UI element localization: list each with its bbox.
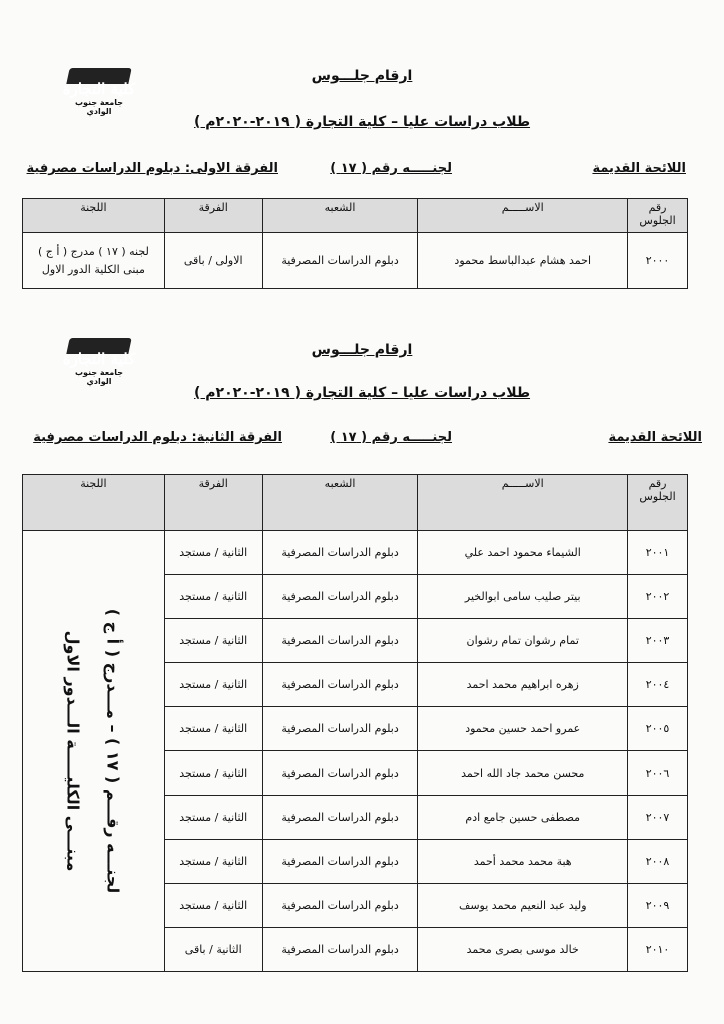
page-heading: ارقام جلـــوس xyxy=(311,68,413,84)
committee-location-line1: لجنـــه رقـــم ( ١٧ ) – مـــدرج ( أ ج ) xyxy=(103,608,123,894)
student-division: دبلوم الدراسات المصرفية xyxy=(262,795,418,839)
student-year: الثانية / مستجد xyxy=(164,663,262,707)
logo-college-name: كلية التجارة xyxy=(62,350,136,368)
regulation-label: اللائحة القديمة xyxy=(592,161,686,176)
student-name: خالد موسى بصرى محمد xyxy=(418,927,628,971)
seat-number: ٢٠١٠ xyxy=(628,927,688,971)
page-heading: ارقام جلـــوس xyxy=(311,342,413,358)
student-name: زهره ابراهيم محمد احمد xyxy=(418,663,628,707)
student-name: مصطفى حسين جامع ادم xyxy=(418,795,628,839)
student-division: دبلوم الدراسات المصرفية xyxy=(262,531,418,575)
group-year: الفرقة الثانية: xyxy=(186,430,282,445)
committee-location-line1: لجنه ( ١٧ ) مدرج ( أ ج ) xyxy=(37,244,149,258)
student-division: دبلوم الدراسات المصرفية xyxy=(262,883,418,927)
col-committee-header: اللجنة xyxy=(23,199,165,233)
committee-cell xyxy=(23,531,165,972)
col-year-header: الفرقة xyxy=(164,475,262,531)
student-division: دبلوم الدراسات المصرفية xyxy=(262,575,418,619)
seat-number: ٢٠٠٠ xyxy=(628,233,688,289)
seat-number: ٢٠٠٦ xyxy=(628,751,688,795)
student-name: محسن محمد جاد الله احمد xyxy=(418,751,628,795)
student-division: دبلوم الدراسات المصرفية xyxy=(262,619,418,663)
seat-number: ٢٠٠٥ xyxy=(628,707,688,751)
student-division: دبلوم الدراسات المصرفية xyxy=(262,927,418,971)
col-seat-header: رقم الجلوس xyxy=(628,199,688,233)
seating-table-2 xyxy=(22,474,688,972)
student-division: دبلوم الدراسات المصرفية xyxy=(262,751,418,795)
student-year: الثانية / مستجد xyxy=(164,795,262,839)
logo-college-name: كلية التجارة xyxy=(62,80,136,98)
seat-number: ٢٠٠٢ xyxy=(628,575,688,619)
col-name-header: الاســـــم xyxy=(418,199,628,233)
college-logo xyxy=(62,338,136,386)
page-subheading: طلاب دراسات عليا – كلية التجارة ( ٢٠١٩-٢٠٢٠م ) xyxy=(193,385,531,401)
group-label xyxy=(27,161,278,176)
student-year: الثانية / مستجد xyxy=(164,575,262,619)
seat-number: ٢٠٠٩ xyxy=(628,883,688,927)
student-name: وليد عبد النعيم محمد يوسف xyxy=(418,883,628,927)
student-year: الثانية / مستجد xyxy=(164,751,262,795)
student-year: الثانية / مستجد xyxy=(164,883,262,927)
student-division: دبلوم الدراسات المصرفية xyxy=(262,233,418,289)
group-year: الفرقة الاولى: xyxy=(180,161,278,176)
col-division-header: الشعبه xyxy=(262,199,418,233)
student-name: هبة محمد محمد أحمد xyxy=(418,839,628,883)
table-row xyxy=(23,531,688,575)
committee-label: لجنـــــه رقم ( ١٧ ) xyxy=(330,161,452,176)
group-program: دبلوم الدراسات مصرفية xyxy=(33,430,187,445)
student-division: دبلوم الدراسات المصرفية xyxy=(262,663,418,707)
student-name: عمرو احمد حسين محمود xyxy=(418,707,628,751)
student-year: الاولى / باقى xyxy=(164,233,262,289)
student-year: الثانية / مستجد xyxy=(164,619,262,663)
committee-vertical xyxy=(23,531,164,971)
col-seat-header: رقم الجلوس xyxy=(628,475,688,531)
seating-table-1 xyxy=(22,198,688,289)
seat-number: ٢٠٠٧ xyxy=(628,795,688,839)
student-year: الثانية / مستجد xyxy=(164,531,262,575)
seat-number: ٢٠٠١ xyxy=(628,531,688,575)
seat-number: ٢٠٠٣ xyxy=(628,619,688,663)
col-division-header: الشعبه xyxy=(262,475,418,531)
regulation-label: اللائحة القديمة xyxy=(608,430,702,445)
committee-cell xyxy=(23,233,165,289)
group-label xyxy=(33,430,282,445)
student-year: الثانية / مستجد xyxy=(164,839,262,883)
student-name: احمد هشام عبدالباسط محمود xyxy=(418,233,628,289)
student-name: تمام رشوان تمام رشوان xyxy=(418,619,628,663)
student-division: دبلوم الدراسات المصرفية xyxy=(262,839,418,883)
seat-number: ٢٠٠٤ xyxy=(628,663,688,707)
student-name: الشيماء محمود احمد علي xyxy=(418,531,628,575)
college-logo xyxy=(62,68,136,116)
seat-number: ٢٠٠٨ xyxy=(628,839,688,883)
student-name: بيتر صليب سامى ابوالخير xyxy=(418,575,628,619)
group-program: دبلوم الدراسات مصرفية xyxy=(26,161,181,176)
committee-location-line2: مبنـــى الكليـــــة الـــدور الاول xyxy=(63,630,83,872)
student-year: الثانية / باقى xyxy=(164,927,262,971)
col-name-header: الاســـــم xyxy=(418,475,628,531)
student-year: الثانية / مستجد xyxy=(164,707,262,751)
col-committee-header: اللجنة xyxy=(23,475,165,531)
col-year-header: الفرقة xyxy=(164,199,262,233)
table-row xyxy=(23,233,688,289)
committee-label: لجنـــــه رقم ( ١٧ ) xyxy=(330,430,452,445)
page-subheading: طلاب دراسات عليا – كلية التجارة ( ٢٠١٩-٢٠٢٠م ) xyxy=(193,114,531,130)
logo-university-name: جامعة جنوب الوادي xyxy=(75,98,123,116)
student-division: دبلوم الدراسات المصرفية xyxy=(262,707,418,751)
logo-university-name: جامعة جنوب الوادي xyxy=(75,368,123,386)
committee-location-line2: مبنى الكلية الدور الاول xyxy=(41,262,145,276)
